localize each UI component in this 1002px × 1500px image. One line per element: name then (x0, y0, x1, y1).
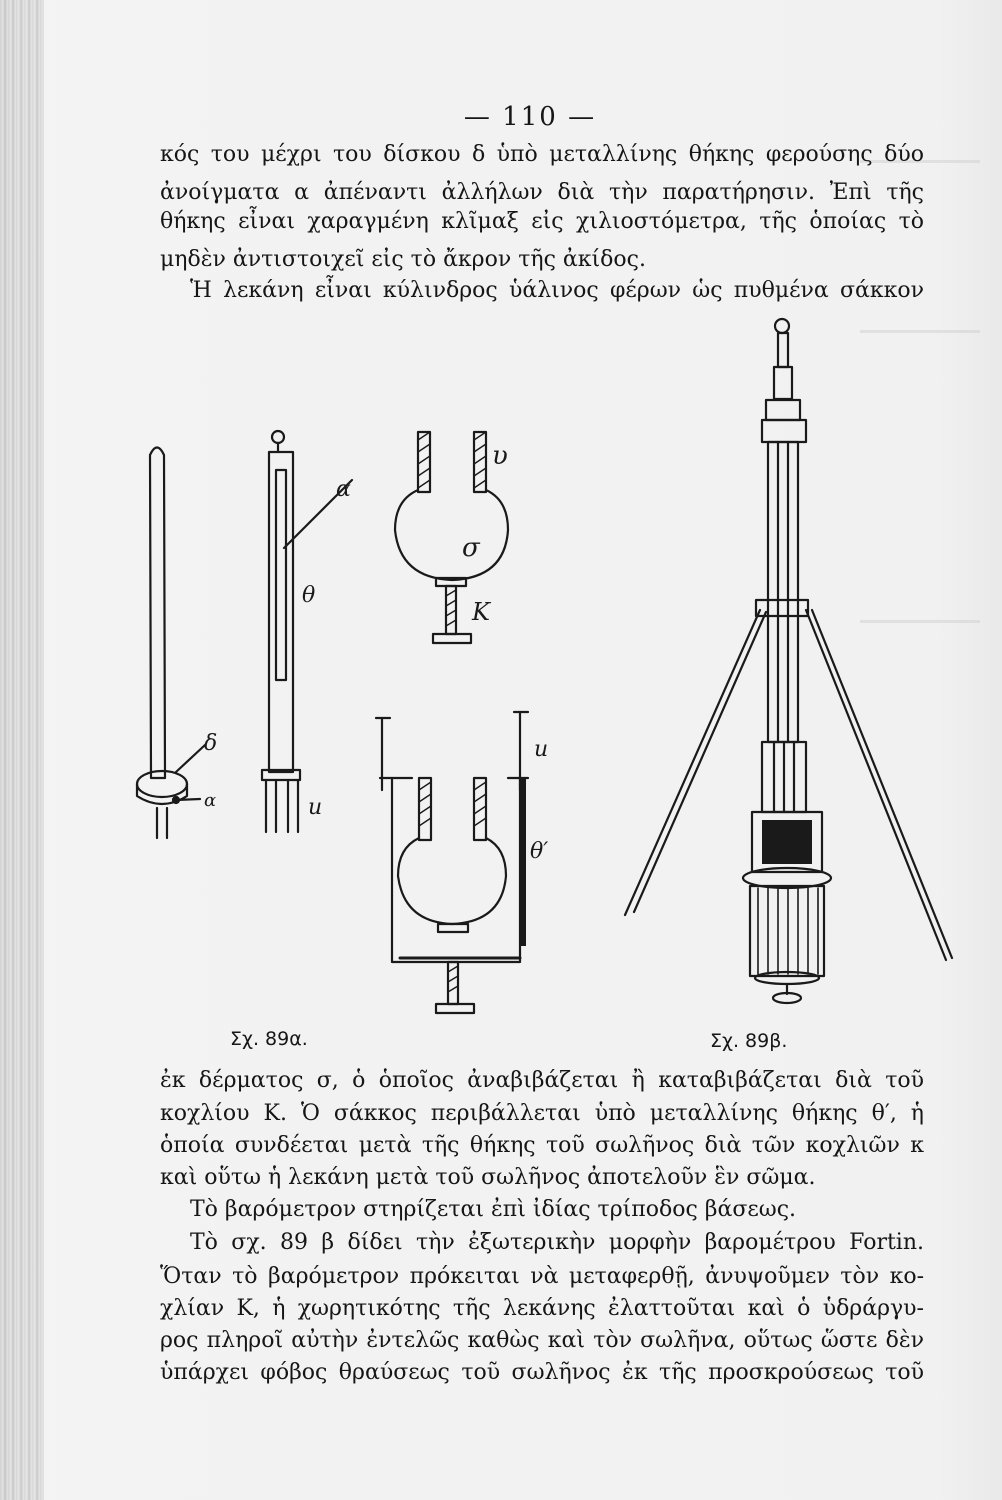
text-line: Τὸ βαρόμετρον στηρίζεται ἐπὶ ἰδίας τρίποδος βάσεως. (190, 1197, 797, 1222)
text-line: ρος πληροῖ αὐτὴν ἐντελῶς καθὼς καὶ τὸν σωλῆνα, οὕτως ὥστε δὲν (160, 1328, 924, 1353)
figure-label: σ (462, 533, 480, 563)
figure-label: υ (492, 441, 508, 471)
figure-caption-89a: Σχ. 89α. (230, 1028, 308, 1050)
figure-label: K (472, 598, 490, 626)
page-number: — 110 — (463, 102, 597, 132)
figure-label: θ (302, 583, 316, 608)
text-line: ἀνοίγματα α ἀπέναντι ἀλλήλων διὰ τὴν παρατήρησιν. Ἐπὶ τῆς (160, 180, 924, 205)
text-line: καὶ οὕτω ἡ λεκάνη μετὰ τοῦ σωλῆνος ἀποτελοῦν ἓν σῶμα. (160, 1165, 816, 1190)
figure-label: u (534, 737, 549, 762)
text-line: μηδὲν ἀντιστοιχεῖ εἰς τὸ ἄκρον τῆς ἀκίδος. (160, 247, 646, 272)
text-line: Ἡ λεκάνη εἶναι κύλινδρος ὑάλινος φέρων ὡς πυθμένα σάκκον (190, 278, 924, 303)
text-line: ἐκ δέρματος σ, ὁ ὁποῖος ἀναβιβάζεται ἢ καταβιβάζεται διὰ τοῦ (160, 1068, 924, 1093)
cistern-figure-bottom (376, 712, 528, 1013)
glass-tube-figure (137, 448, 205, 839)
figure-label: δ (204, 731, 218, 756)
fortin-barometer-figure (625, 319, 952, 1003)
text-line: θήκης εἶναι χαραγμένη κλῖμαξ εἰς χιλιοστόμετρα, τῆς ὁποίας τὸ (160, 209, 924, 234)
text-line: κός του μέχρι του δίσκου δ ὑπὸ μεταλλίνης θήκης φερούσης δύο (160, 142, 924, 167)
figure-label: θ′ (530, 839, 549, 864)
figure-caption-89b: Σχ. 89β. (710, 1030, 788, 1052)
text-line: Τὸ σχ. 89 β δίδει τὴν ἐξωτερικὴν μορφὴν βαρομέτρου Fortin. (190, 1230, 924, 1255)
text-line: κοχλίου K. Ὁ σάκκος περιβάλλεται ὑπὸ μεταλλίνης θήκης θ′, ἡ (160, 1101, 924, 1126)
figure-label: α (204, 790, 217, 811)
text-line: Ὅταν τὸ βαρόμετρον πρόκειται νὰ μεταφερθῇ, ἀνυψοῦμεν τὸν κο- (160, 1264, 924, 1289)
text-line: ὑπάρχει φόβος θραύσεως τοῦ σωλῆνος ἐκ τῆς προσκρούσεως τοῦ (160, 1360, 924, 1385)
text-line: χλίαν K, ἡ χωρητικότης τῆς λεκάνης ἐλαττοῦται καὶ ὁ ὑδράργυ- (160, 1296, 924, 1321)
text-line: ὁποία συνδέεται μετὰ τῆς θήκης τοῦ σωλῆνος διὰ τῶν κοχλιῶν κ (160, 1133, 924, 1158)
figure-label: u (308, 795, 323, 820)
figure-label: α (336, 477, 351, 502)
